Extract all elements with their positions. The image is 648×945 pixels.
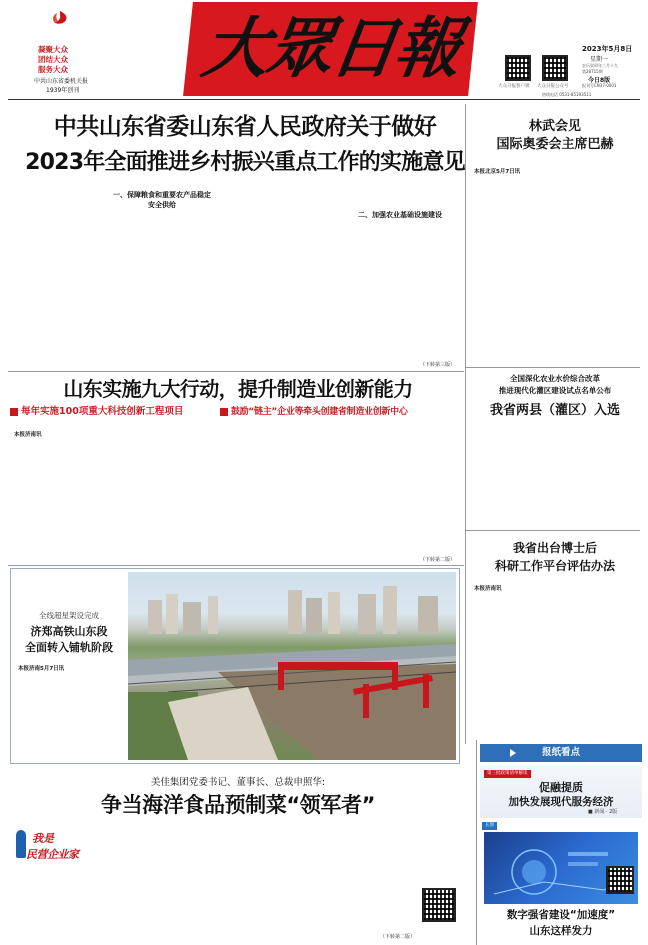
seafood-continued: （下转第二版） [380,934,416,940]
industry-headline: 山东实施九大行动，提升制造业创新能力 [63,377,413,401]
qr-code-wechat [542,55,568,81]
industry-continued: （下转第二版） [420,557,456,563]
divider-preview [476,740,477,945]
lead-section-2: 二、加强农业基础设施建设 [358,211,442,219]
block1-line-2: 加快发展现代服务经济 [508,796,614,808]
block2-line-1: 数字强省建设“加速度” [506,909,616,921]
weekday: 星期一 [590,56,609,63]
block2-tag-text: 长图 [485,823,494,828]
lead-col-4b [342,222,458,360]
divider-lead-bottom [8,371,464,372]
railway-photo-scene [128,572,456,760]
slogan-3: 服务大众 [38,65,68,74]
lead-col-2 [110,212,220,369]
masthead [0,0,648,100]
industry-sub-2-text: 鼓励“链主”企业等牵头创建省制造业创新中心 [231,407,408,417]
railway-dateline: 本报济南5月7日讯 [18,666,65,672]
issue-date: 2023年5月8日 [582,45,633,53]
founded-label: 1939年创刊 [46,87,80,94]
small-line-3: 报刊号CN37-0001 [582,83,617,88]
industry-col-2 [118,424,228,562]
block2-tag [482,822,497,830]
logo-figure-icon [16,830,26,858]
qr-code-longimage [606,866,634,894]
edition-count: 今日8版 [588,77,611,84]
divider-right-top-bottom [466,367,640,368]
industry-sub-2 [220,406,466,418]
seafood-col-1 [14,876,114,940]
doctor-body [474,592,640,710]
block1-tag [484,770,531,778]
divider-right-column [465,104,466,744]
organ-label: 中共山东省委机关报 [34,78,89,85]
divider-water-bottom [466,530,640,531]
industry-sub-1 [10,406,220,418]
small-line-1: 农历癸卯年三月十九 [582,63,618,68]
logo-line-1: 我是 [32,832,54,845]
right-top-headline-line1: 林武会见 [528,119,581,134]
logo-line-2: 民营企业家 [26,848,79,861]
qr-code-article [422,888,456,922]
lead-col-4a [342,184,458,206]
doctor-headline-line2: 科研工作平台评估办法 [494,559,615,573]
railway-kicker: 全线超星架设完成 [39,611,99,620]
block1-tag-text: 第三批政策清单解读 [487,771,528,776]
industry-col-1 [14,438,112,562]
masthead-title: 大眾日報 [197,9,465,87]
red-bullet-icon [10,408,18,416]
block1-line-1: 促融提质 [539,781,583,794]
seafood-col-4 [348,826,414,932]
preview-bar [480,744,642,762]
slogan-1: 凝聚大众 [38,45,68,54]
block2-line-2: 山东这样发力 [529,925,593,937]
lead-headline-line1: 中共山东省委山东省人民政府关于做好 [53,114,437,140]
block1-page: ■ 新闻 · 2版 [588,809,618,815]
right-top-body [474,176,640,360]
right-top-headline-line2: 国际奥委会主席巴赫 [496,137,614,152]
divider-industry-bottom [8,565,464,566]
seafood-col-2 [120,826,228,940]
water-headline: 我省两县（灌区）入选 [489,403,620,418]
water-kicker-line1: 全国深化农业水价综合改革 [510,374,600,383]
red-bullet-icon [220,408,228,416]
seafood-col-3 [234,826,342,940]
qr2-caption: 大众日报公众号 [537,84,569,89]
lead-headline-line2: 2023年全面推进乡村振兴重点工作的实施意见 [25,150,465,175]
lead-col-3 [226,184,336,369]
newspaper-emblem-icon [52,10,68,24]
private-entrepreneur-logo [14,826,110,872]
doctor-headline-line1: 我省出台博士后 [512,541,597,555]
water-body [474,426,640,526]
lead-col-1 [14,184,104,369]
slogan-2: 团结大众 [38,55,68,64]
industry-col-4 [350,424,458,556]
right-top-dateline: 本报北京5月7日讯 [474,169,521,175]
seafood-headline: 争当海洋食品预制菜“领军者” [100,793,375,817]
lead-section-1: 一、保障粮食和重要农产品稳定安全供给 [113,191,211,209]
industry-col-3 [234,424,344,562]
hotline: 热线电话 0531-85193511 [542,92,592,97]
industry-dateline: 本报济南讯 [14,432,42,438]
preview-block-1 [480,766,642,818]
railway-headline-line1: 济郑高铁山东段 [30,625,108,638]
seafood-kicker: 美佳集团党委书记、董事长、总裁申照华: [150,777,326,788]
masthead-rule [8,99,640,100]
preview-bar-title: 报纸看点 [541,747,580,758]
industry-sub-1-text: 每年实施100项重大科技创新工程项目 [21,406,184,417]
qr1-caption: 大众日报客户端 [498,84,530,89]
lead-continued: （下转第三版） [420,362,456,368]
railway-photo [128,572,456,760]
water-kicker-line2: 推进现代化灌区建设试点名单公布 [498,386,612,395]
doctor-dateline: 本报济南讯 [474,586,502,592]
preview-block-2 [480,822,642,942]
railway-headline-line2: 全面转入铺轨阶段 [25,641,113,654]
railway-body [18,672,122,760]
small-line-2: 第28715期 [582,69,603,74]
qr-code-client [505,55,531,81]
